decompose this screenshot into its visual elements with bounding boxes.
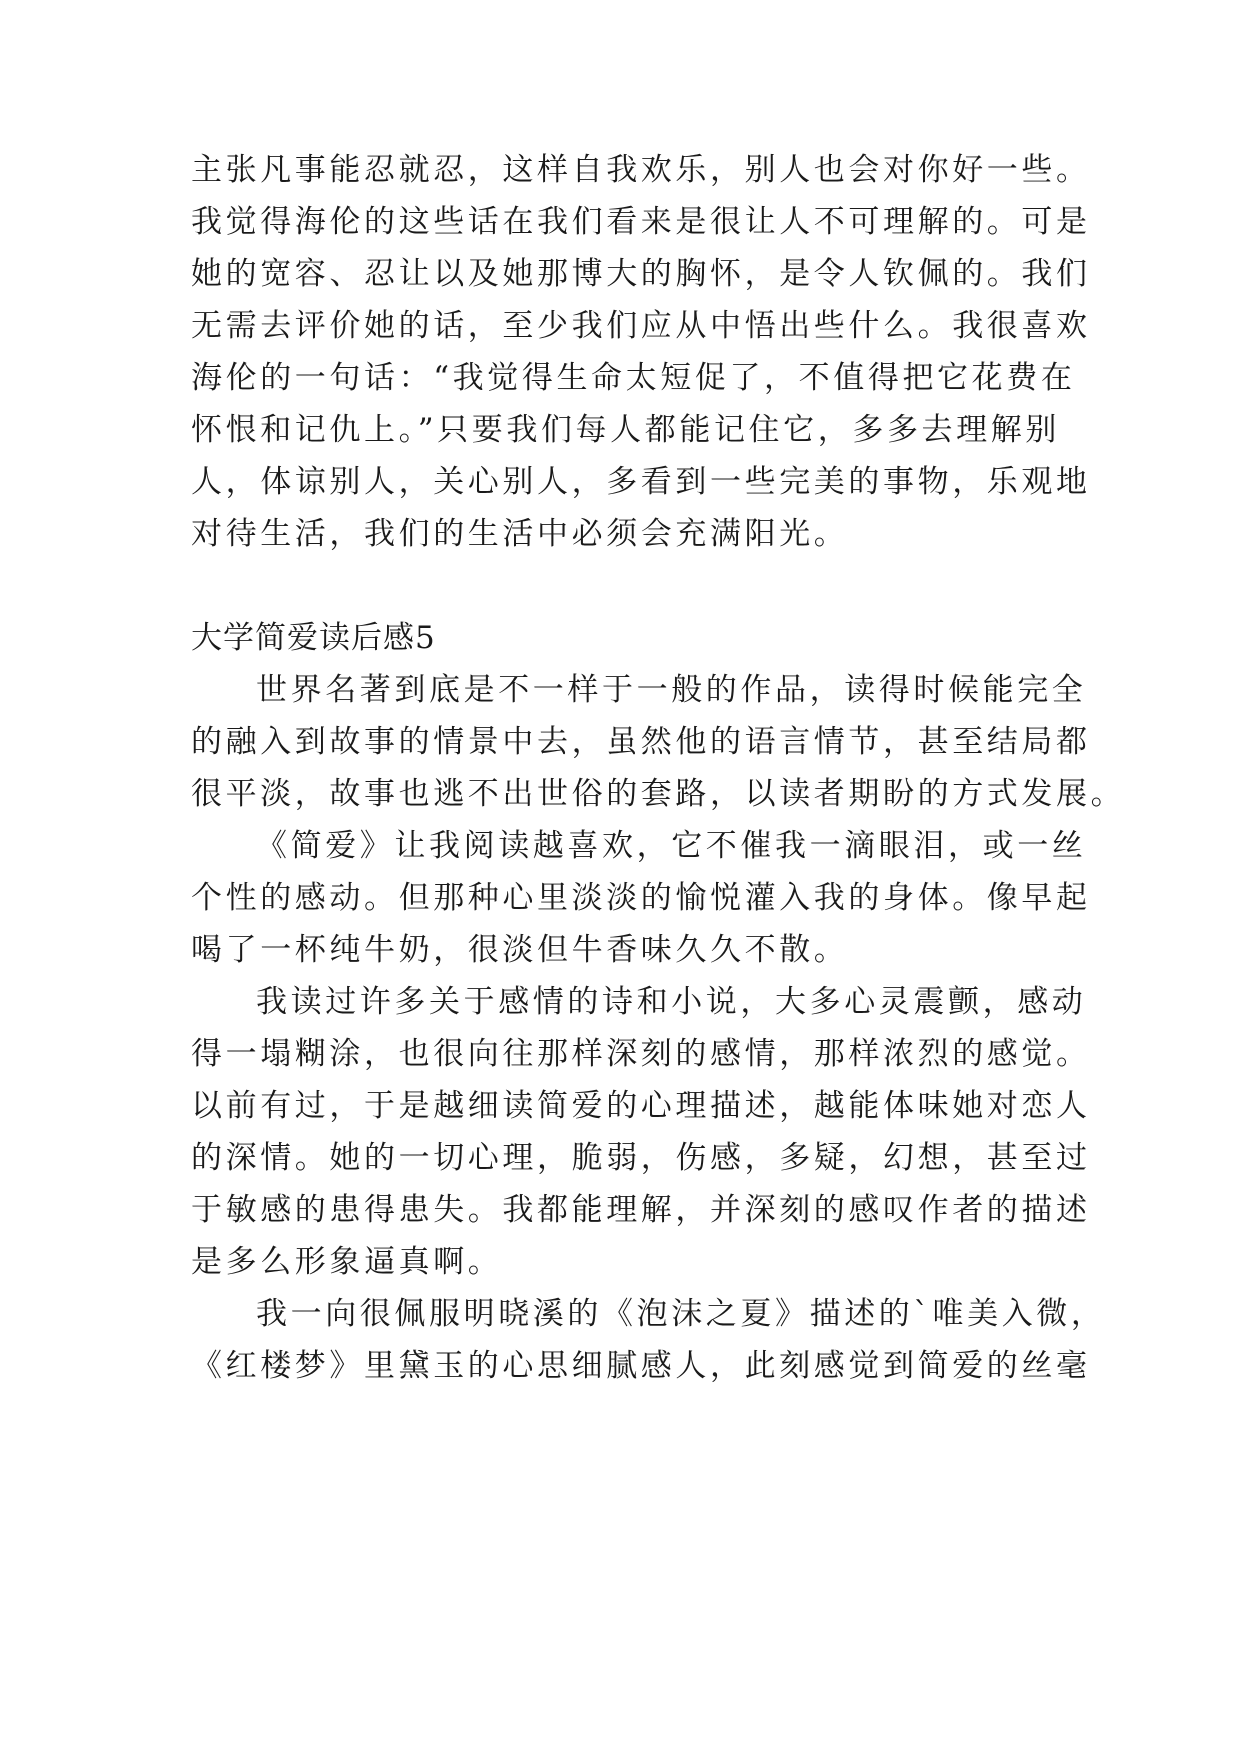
text-line: 的融入到故事的情景中去，虽然他的语言情节，甚至结局都 [191,724,1091,760]
text-line: 于敏感的患得患失。我都能理解，并深刻的感叹作者的描述 [191,1192,1091,1228]
section-heading: 大学简爱读后感5 [191,620,436,656]
text-line: 《红楼梦》里黛玉的心思细腻感人，此刻感觉到简爱的丝毫 [191,1348,1091,1384]
text-line: 很平淡，故事也逃不出世俗的套路，以读者期盼的方式发展。 [191,776,1126,812]
text-line: 以前有过，于是越细读简爱的心理描述，越能体味她对恋人 [191,1088,1091,1124]
text-line: 海伦的一句话：“我觉得生命太短促了，不值得把它花费在 [191,360,1076,396]
text-line: 人，体谅别人，关心别人，多看到一些完美的事物，乐观地 [191,464,1091,500]
text-line: 我一向很佩服明晓溪的《泡沫之夏》描述的`唯美入微， [256,1296,1106,1332]
text-line: 《简爱》让我阅读越喜欢，它不催我一滴眼泪，或一丝 [256,828,1087,864]
text-line: 主张凡事能忍就忍，这样自我欢乐，别人也会对你好一些。 [191,152,1091,188]
text-line: 的深情。她的一切心理，脆弱，伤感，多疑，幻想，甚至过 [191,1140,1091,1176]
text-line: 对待生活，我们的生活中必须会充满阳光。 [191,516,849,552]
text-line: 我读过许多关于感情的诗和小说，大多心灵震颤，感动 [256,984,1087,1020]
text-line: 世界名著到底是不一样于一般的作品，读得时候能完全 [256,672,1087,708]
text-line: 无需去评价她的话，至少我们应从中悟出些什么。我很喜欢 [191,308,1091,344]
text-line: 喝了一杯纯牛奶，很淡但牛香味久久不散。 [191,932,849,968]
text-line: 怀恨和记仇上。”只要我们每人都能记住它，多多去理解别 [191,412,1060,448]
text-line: 个性的感动。但那种心里淡淡的愉悦灌入我的身体。像早起 [191,880,1091,916]
text-line: 我觉得海伦的这些话在我们看来是很让人不可理解的。可是 [191,204,1091,240]
text-line: 她的宽容、忍让以及她那博大的胸怀，是令人钦佩的。我们 [191,256,1091,292]
text-line: 是多么形象逼真啊。 [191,1244,503,1280]
text-line: 得一塌糊涂，也很向往那样深刻的感情，那样浓烈的感觉。 [191,1036,1091,1072]
